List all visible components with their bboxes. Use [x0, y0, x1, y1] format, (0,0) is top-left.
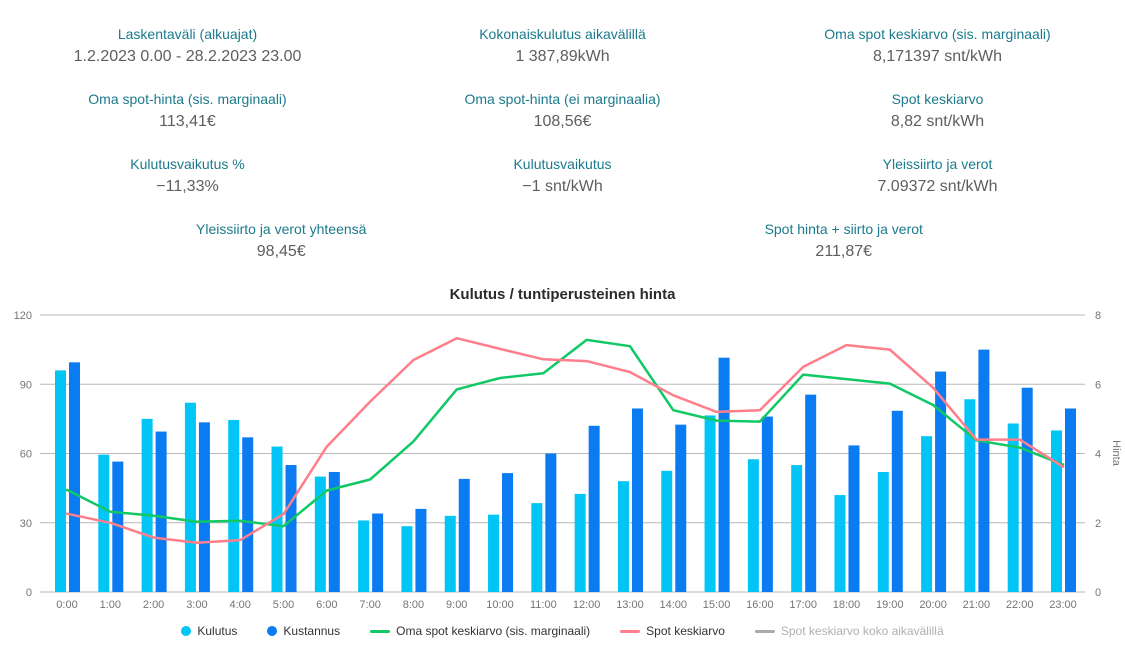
x-axis-tick: 14:00 — [659, 599, 688, 611]
stat-value: 98,45€ — [256, 243, 306, 260]
bar-kulutus[interactable] — [878, 472, 889, 592]
bar-kulutus[interactable] — [661, 471, 672, 592]
bar-kustannus[interactable] — [156, 432, 167, 592]
left-axis-tick: 60 — [19, 448, 32, 461]
legend-dot-icon — [267, 626, 277, 636]
x-axis-tick: 23:00 — [1049, 599, 1077, 611]
bar-kustannus[interactable] — [242, 437, 253, 592]
stat-label: Yleissiirto ja verot — [882, 156, 993, 172]
bar-kulutus[interactable] — [834, 495, 845, 592]
bar-kustannus[interactable] — [632, 408, 643, 592]
x-axis-tick: 22:00 — [1005, 599, 1034, 611]
bar-kulutus[interactable] — [445, 516, 456, 592]
bar-kustannus[interactable] — [1065, 408, 1076, 592]
stat-value: −1 snt/kWh — [522, 178, 603, 195]
stat-label: Oma spot-hinta (sis. marginaali) — [88, 91, 287, 107]
right-axis-tick: 6 — [1095, 379, 1102, 392]
stat-oma-spot-keskiarvo — [750, 14, 1125, 79]
bar-kulutus[interactable] — [575, 494, 586, 592]
bar-kulutus[interactable] — [142, 419, 153, 592]
legend-line-icon — [755, 630, 775, 633]
stat-laskentavali — [0, 14, 375, 79]
summary-stats — [0, 0, 1125, 274]
x-axis-tick: 17:00 — [789, 599, 817, 611]
bar-kulutus[interactable] — [228, 420, 239, 592]
bar-kulutus[interactable] — [358, 520, 369, 592]
bar-kulutus[interactable] — [748, 459, 759, 592]
legend-line-icon — [370, 630, 390, 633]
legend-label: Spot keskiarvo koko aikavälillä — [780, 624, 944, 638]
legend-item-kustannus[interactable] — [267, 624, 340, 638]
left-axis-tick: 120 — [13, 310, 32, 322]
legend-item-oma-spot-keskiarvo-sis-marginaali-[interactable] — [370, 624, 590, 638]
x-axis-tick: 6:00 — [316, 599, 338, 611]
bar-kustannus[interactable] — [892, 411, 903, 592]
right-axis-tick: 4 — [1095, 448, 1102, 461]
bar-kulutus[interactable] — [401, 526, 412, 592]
stats-row-3 — [0, 144, 1125, 209]
stat-oma-spot-hinta-sis — [0, 79, 375, 144]
left-axis-tick: 90 — [19, 379, 32, 392]
bar-kulutus[interactable] — [488, 515, 499, 592]
stat-oma-spot-hinta-ei — [375, 79, 750, 144]
bar-kulutus[interactable] — [185, 403, 196, 592]
bar-kustannus[interactable] — [199, 422, 210, 592]
x-axis-tick: 7:00 — [359, 599, 381, 611]
legend-label: Oma spot keskiarvo (sis. marginaali) — [396, 624, 591, 638]
bar-kustannus[interactable] — [589, 426, 600, 592]
stat-kulutusvaikutus — [375, 144, 750, 209]
x-axis-tick: 18:00 — [832, 599, 861, 611]
stat-spot-siirto-verot — [563, 209, 1125, 274]
stat-yleissiirto-verot — [750, 144, 1125, 209]
x-axis-tick: 20:00 — [919, 599, 947, 611]
x-axis-tick: 1:00 — [99, 599, 122, 611]
stat-label: Laskentaväli (alkuajat) — [117, 26, 258, 42]
stats-row-4 — [0, 209, 1125, 274]
stat-label: Kulutusvaikutus % — [130, 156, 245, 172]
x-axis-tick: 8:00 — [402, 599, 425, 611]
x-axis-tick: 9:00 — [446, 599, 468, 611]
bar-kustannus[interactable] — [805, 395, 816, 592]
legend-item-spot-keskiarvo[interactable] — [620, 624, 725, 638]
x-axis-tick: 5:00 — [272, 599, 295, 611]
bar-kulutus[interactable] — [1051, 430, 1062, 592]
bar-kulutus[interactable] — [1008, 423, 1019, 592]
x-axis-tick: 12:00 — [572, 599, 601, 611]
bar-kustannus[interactable] — [848, 445, 859, 592]
x-axis-tick: 0:00 — [56, 599, 78, 611]
stat-value: −11,33% — [156, 178, 219, 195]
bar-kustannus[interactable] — [502, 473, 513, 592]
bar-kustannus[interactable] — [545, 454, 556, 593]
bar-kustannus[interactable] — [372, 514, 383, 592]
stat-kokonaiskulutus — [375, 14, 750, 79]
right-axis-label: Hinta — [1110, 440, 1122, 466]
chart-area — [0, 305, 1125, 638]
right-axis-tick: 2 — [1095, 517, 1102, 530]
bar-kustannus[interactable] — [459, 479, 470, 592]
line-spot-keskiarvo[interactable] — [67, 338, 1063, 543]
stat-label: Kulutusvaikutus — [513, 156, 612, 172]
stat-value: 8,171397 snt/kWh — [873, 48, 1002, 65]
x-axis-tick: 21:00 — [962, 599, 991, 611]
chart-legend — [0, 624, 1125, 638]
bar-kustannus[interactable] — [935, 372, 946, 592]
x-axis-tick: 10:00 — [486, 599, 514, 611]
x-axis-tick: 11:00 — [529, 599, 557, 611]
stat-label: Kokonaiskulutus aikavälillä — [479, 26, 646, 42]
legend-dot-icon — [181, 626, 191, 636]
x-axis-tick: 16:00 — [746, 599, 774, 611]
stat-label: Spot hinta + siirto ja verot — [764, 221, 923, 237]
x-axis-tick: 19:00 — [876, 599, 904, 611]
bar-kustannus[interactable] — [286, 465, 297, 592]
bar-kulutus[interactable] — [705, 415, 716, 592]
bar-kustannus[interactable] — [978, 350, 989, 592]
stat-label: Oma spot-hinta (ei marginaalia) — [464, 91, 661, 107]
stat-value: 211,87€ — [815, 243, 873, 260]
bar-kustannus[interactable] — [762, 417, 773, 592]
legend-label: Spot keskiarvo — [646, 624, 725, 638]
legend-line-icon — [620, 630, 640, 633]
bar-kustannus[interactable] — [69, 362, 80, 592]
stat-label: Spot keskiarvo — [891, 91, 984, 107]
stat-yleissiirto-yhteensa — [0, 209, 563, 274]
legend-label: Kulutus — [197, 624, 238, 638]
stats-row-2 — [0, 79, 1125, 144]
stat-value: 1 387,89kWh — [515, 48, 610, 65]
legend-item-kulutus[interactable] — [181, 624, 237, 638]
stat-label: Yleissiirto ja verot yhteensä — [196, 221, 367, 237]
x-axis-tick: 15:00 — [702, 599, 731, 611]
bar-kustannus[interactable] — [415, 509, 426, 592]
x-axis-tick: 4:00 — [229, 599, 251, 611]
left-axis-tick: 30 — [19, 517, 32, 530]
consumption-price-chart — [0, 305, 1125, 617]
stats-row-1 — [0, 14, 1125, 79]
bar-kulutus[interactable] — [791, 465, 802, 592]
stat-spot-keskiarvo — [750, 79, 1125, 144]
chart-title: Kulutus / tuntiperusteinen hinta — [449, 286, 676, 303]
bar-kustannus[interactable] — [719, 358, 730, 592]
stat-label: Oma spot keskiarvo (sis. marginaali) — [824, 26, 1051, 42]
x-axis-tick: 2:00 — [142, 599, 165, 611]
stat-value: 7.09372 snt/kWh — [877, 178, 998, 195]
stat-value: 108,56€ — [533, 113, 592, 130]
bar-kulutus[interactable] — [618, 481, 629, 592]
bar-kulutus[interactable] — [531, 503, 542, 592]
bar-kustannus[interactable] — [1022, 388, 1033, 592]
right-axis-tick: 0 — [1095, 587, 1102, 599]
stat-value: 1.2.2023 0.00 - 28.2.2023 23.00 — [73, 48, 302, 65]
bar-kulutus[interactable] — [921, 436, 932, 592]
bar-kustannus[interactable] — [675, 425, 686, 592]
x-axis-tick: 13:00 — [616, 599, 644, 611]
right-axis-tick: 8 — [1095, 310, 1102, 322]
stat-value: 113,41€ — [159, 113, 216, 130]
stat-kulutusvaikutus-pct — [0, 144, 375, 209]
legend-item-spot-keskiarvo-koko-aikav-lill-[interactable] — [755, 624, 944, 638]
stat-value: 8,82 snt/kWh — [890, 113, 985, 130]
line-oma-spot-keskiarvo-sis-marginaali-[interactable] — [67, 340, 1063, 526]
left-axis-tick: 0 — [25, 587, 32, 599]
x-axis-tick: 3:00 — [186, 599, 208, 611]
bar-kulutus[interactable] — [55, 370, 66, 592]
legend-label: Kustannus — [283, 624, 341, 638]
